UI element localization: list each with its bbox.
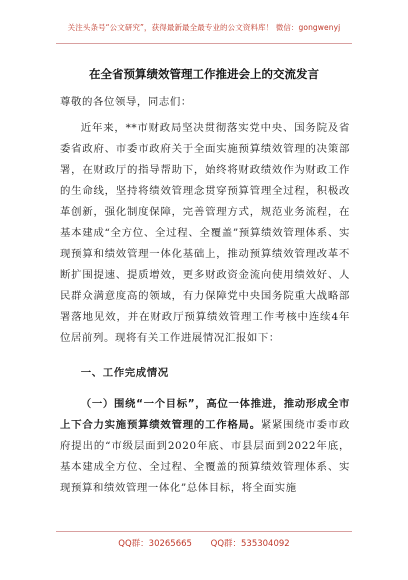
greeting: 尊敬的各位领导，同志们： bbox=[60, 96, 192, 108]
footer bbox=[0, 537, 408, 549]
document-body bbox=[60, 92, 350, 499]
subsection-paragraph bbox=[60, 394, 350, 499]
subsection-heading: （一）围绕“一个目标”，高位一体推进，推动形成全市上下合力实施预算绩效管理的工作格局。 bbox=[60, 398, 350, 431]
intro-paragraph: 近年来，**市财政局坚决贯彻落实党中央、国务院及省委省政府、市委市政府关于全面实施预算绩效管理的决策部署，在财政厅的指导帮助下，始终将财政绩效作为财政工作的生命线，坚持将绩效管理念贯穿预算管理全过程，积极改革创新，强化制度保障，完善管理方式，规范业务流程，在基本建成“全方位、全过程、全覆盖”预算绩效管理体系、实现预算和绩效管理一体化基础上，推动预算绩效管理改革不断扩围提速、提质增效，更多财政资金流向使用绩效好、人民群众满意度高的领域，有力保障党中央国务院重大战略部署落地见效，并在财政厅预算绩效管理工作考核中连续4年位居前列。现将有关工作进展情况汇报如下： bbox=[60, 122, 350, 344]
footer-qq-group-2: QQ群：535304092 bbox=[210, 539, 290, 549]
header-note: 关注头条号“公文研究”，获得最新最全最专业的公文资料库！ 微信：gongwenyj bbox=[67, 23, 341, 32]
subsection-text: 紧紧围绕市委市政府提出的“市级层面到2020年底、市县层面到2022年底，基本建成全方位、全过程、全覆盖的预算绩效管理体系、实现预算和绩效管理一体化”总体目标，将全面实施 bbox=[60, 419, 350, 494]
footer-qq-group-1: QQ群：30265665 bbox=[118, 539, 192, 549]
document-title: 在全省预算绩效管理工作推进会上的交流发言 bbox=[89, 67, 319, 81]
section-heading: 一、工作完成情况 bbox=[80, 367, 169, 379]
header-divider bbox=[56, 43, 352, 44]
footer-divider bbox=[56, 531, 352, 532]
